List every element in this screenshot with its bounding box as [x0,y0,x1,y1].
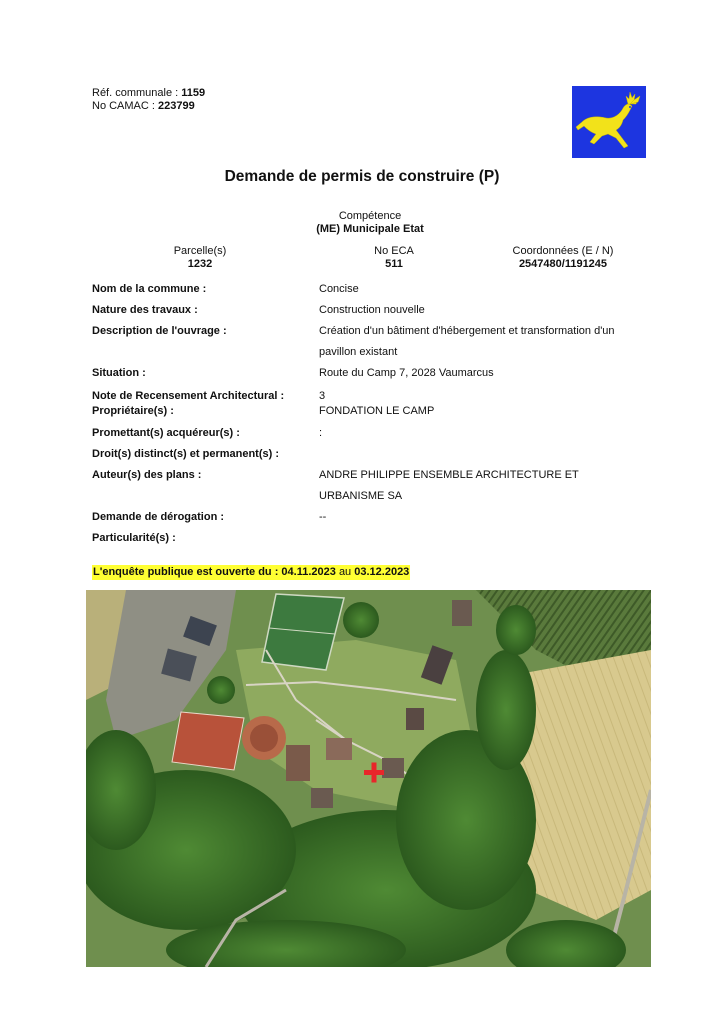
eca-label: No ECA [374,245,414,257]
coords-label: Coordonnées (E / N) [512,245,614,257]
parcelle-block [150,245,250,271]
description-label: Description de l'ouvrage : [92,325,227,337]
aerial-map-image [86,590,651,967]
note-value: 3 [319,390,326,402]
description-value-line1: Création d'un bâtiment d'hébergement et transformation d'un [319,325,615,337]
coords-value: 2547480/1191245 [518,258,608,270]
reference-block [92,87,205,113]
particularite-label: Particularité(s) : [92,532,176,544]
enquete-prefix: L'enquête publique est ouverte du : [93,566,279,578]
nature-value: Construction nouvelle [319,304,425,316]
situation-label: Situation : [92,367,146,379]
competence-block [0,210,724,236]
ref-label: Réf. communale : [92,87,179,99]
derogation-value: -- [319,511,327,523]
parcelle-label: Parcelle(s) [173,245,227,257]
eca-value: 511 [385,258,403,270]
commune-label: Nom de la commune : [92,283,207,295]
nature-label: Nature des travaux : [92,304,198,316]
commune-crest-icon [572,86,646,158]
commune-value: Concise [319,283,359,295]
camac-value: 223799 [158,100,195,112]
enquete-end: 03.12.2023 [354,566,410,578]
note-label: Note de Recensement Architectural : [92,390,285,402]
auteur-value-line1: ANDRE PHILIPPE ENSEMBLE ARCHITECTURE ET [319,469,579,481]
situation-value: Route du Camp 7, 2028 Vaumarcus [319,367,494,379]
page-title: Demande de permis de construire (P) [224,168,500,185]
competence-label: Compétence [338,210,402,222]
droit-label: Droit(s) distinct(s) et permanent(s) : [92,448,280,460]
ref-value: 1159 [181,87,206,99]
enquete-start: 04.11.2023 [281,566,336,578]
proprietaire-label: Propriétaire(s) : [92,405,174,417]
enquete-middle: au [338,566,352,578]
enquete-banner [92,565,410,580]
competence-value: (ME) Municipale Etat [316,223,424,235]
auteur-value-line2: URBANISME SA [319,490,403,502]
promettant-value: : [319,427,323,439]
parcelle-value: 1232 [187,258,213,270]
description-value-line2: pavillon existant [319,346,398,358]
proprietaire-value: FONDATION LE CAMP [319,405,435,417]
derogation-label: Demande de dérogation : [92,511,225,523]
eca-block [344,245,444,271]
camac-label: No CAMAC : [92,100,155,112]
auteur-label: Auteur(s) des plans : [92,469,202,481]
coords-block [500,245,626,271]
promettant-label: Promettant(s) acquéreur(s) : [92,427,240,439]
